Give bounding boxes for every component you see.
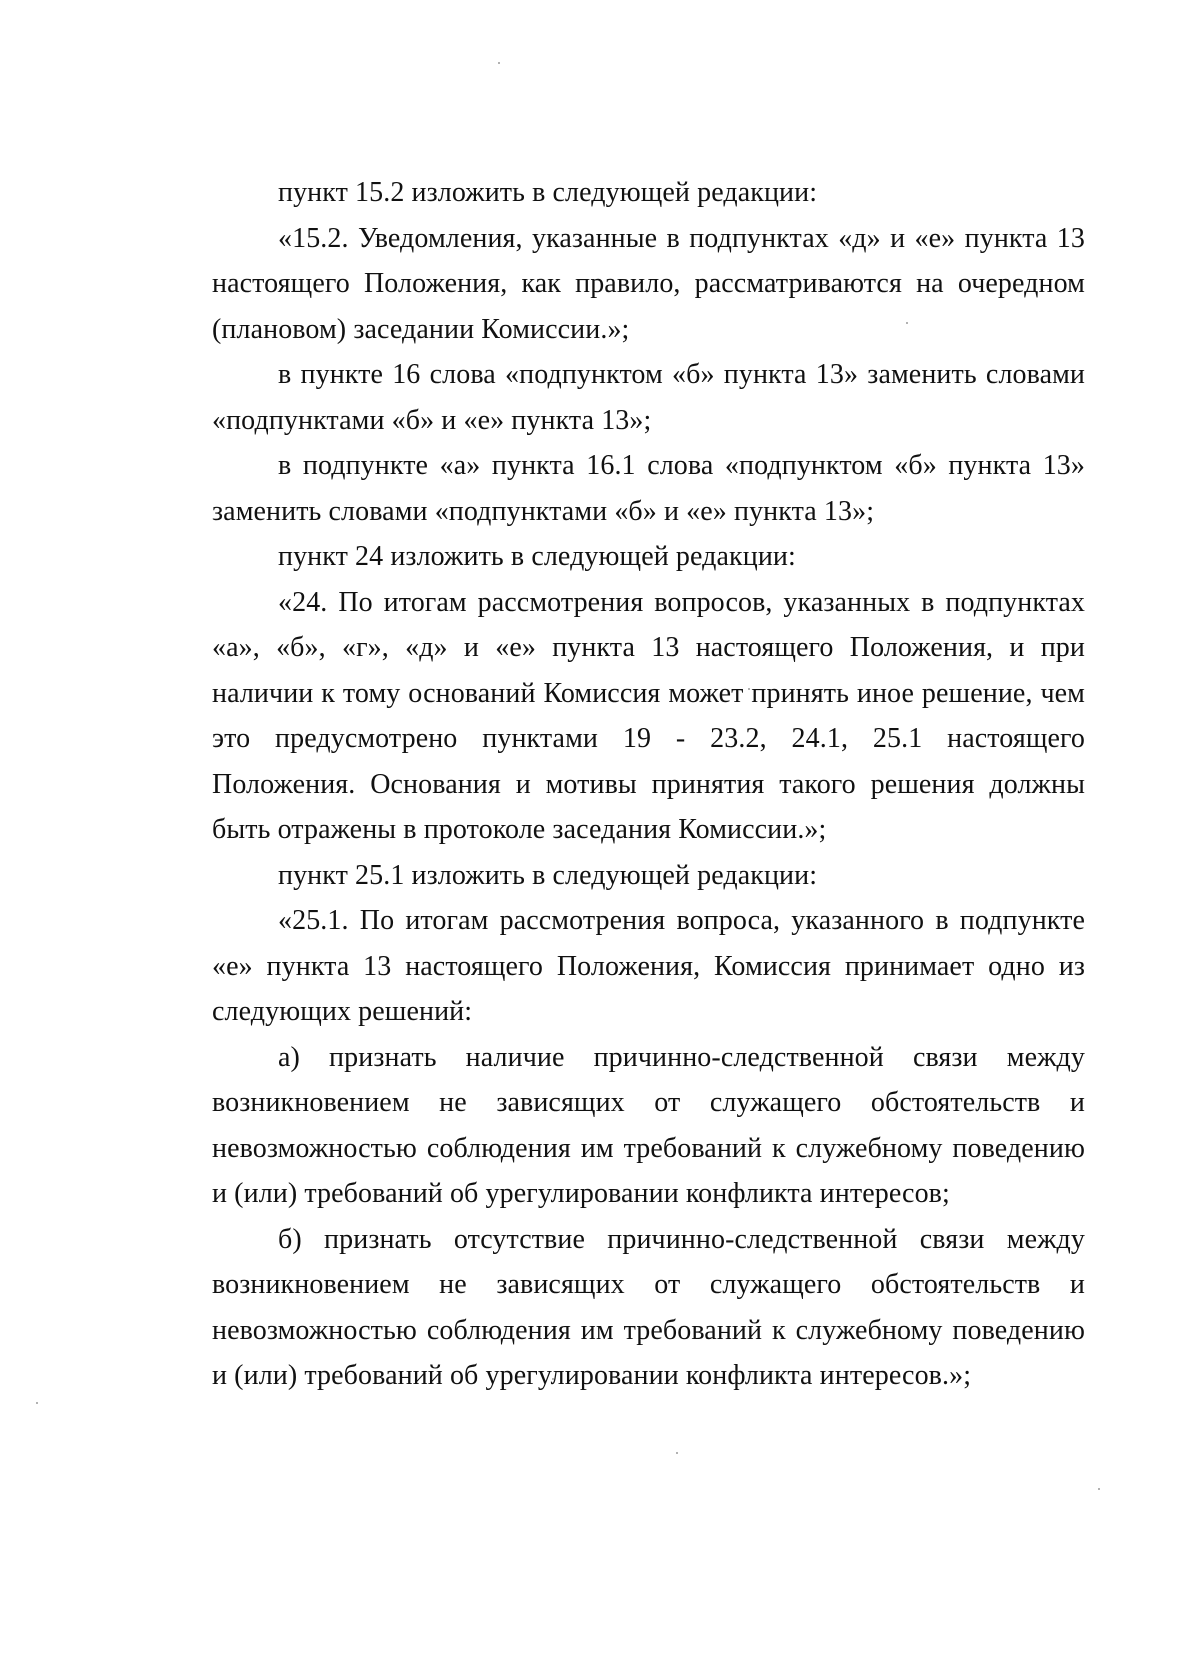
paragraph: «15.2. Уведомления, указанные в подпунктах «д» и «е» пункта 13 настоящего Положения, как правило, рассматриваются на очередном (плановом) заседании Комиссии.»;: [212, 222, 1085, 345]
paragraph: пункт 15.2 изложить в следующей редакции:: [278, 177, 818, 208]
list-item: б) признать отсутствие причинно-следственной связи между возникновением не зависящих от служащего обстоятельств и невозможностью соблюдения им требований к служебному поведению и (или) требований об урегулировании конфликта интересов.»;: [212, 1223, 1085, 1391]
paragraph: в подпункте «а» пункта 16.1 слова «подпунктом «б» пункта 13» заменить словами «подпунктами «б» и «е» пункта 13»;: [212, 450, 1085, 527]
scan-speck: [1098, 1488, 1100, 1490]
paragraph: «25.1. По итогам рассмотрения вопроса, указанного в подпункте «е» пункта 13 настоящего Положения, Комиссия принимает одно из следующих решений:: [212, 905, 1085, 1027]
scan-speck: [498, 62, 500, 64]
paragraph: пункт 25.1 изложить в следующей редакции:: [278, 859, 818, 891]
scan-speck: [36, 1402, 38, 1404]
scan-speck: [676, 1452, 678, 1454]
document-body: [212, 170, 1085, 1399]
list-item: а) признать наличие причинно-следственной связи между возникновением не зависящих от служащего обстоятельств и невозможностью соблюдения им требований к служебному поведению и (или) требований об урегулировании конфликта интересов;: [212, 1041, 1085, 1209]
paragraph: в пункте 16 слова «подпунктом «б» пункта 13» заменить словами «подпунктами «б» и «е» пункта 13»;: [212, 359, 1085, 436]
paragraph: пункт 24 изложить в следующей редакции:: [278, 541, 796, 572]
paragraph: «24. По итогам рассмотрения вопросов, указанных в подпунктах «а», «б», «г», «д» и «е» пункта 13 настоящего Положения, и при наличии к тому оснований Комиссия может принять иное решение, чем это предусмотрено пунктами 19 - 23.2, 24.1, 25.1 настоящего Положения. Основания и мотивы принятия такого решения должны быть отражены в протоколе заседания Комиссии.»;: [212, 586, 1085, 845]
